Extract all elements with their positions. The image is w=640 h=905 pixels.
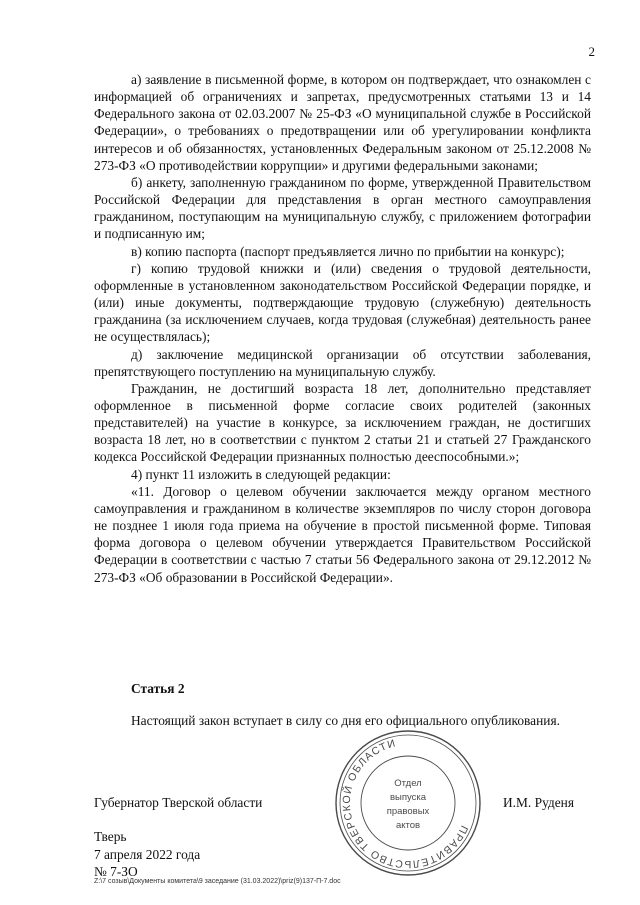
signoff-city: Тверь (94, 829, 127, 844)
signoff-block (94, 828, 200, 881)
document-body (94, 71, 591, 586)
paragraph-point-11: «11. Договор о целевом обучении заключается между органом местного самоуправления и гражданином в количестве экземпляров по числу сторон договора не позднее 1 июля года приема на обучение в простой письменной форме. Типовая форма договора о целевом обучении утверждается Правительством Российской Федерации в соответствии с частью 7 статьи 56 Федерального закона от 29.12.2012 № 273-ФЗ «Об образовании в Российской Федерации». (94, 483, 591, 585)
official-stamp (333, 728, 483, 878)
article-text: Настоящий закон вступает в силу со дня его официального опубликования. (131, 713, 560, 728)
stamp-line-1: Отдел (394, 778, 422, 789)
article-heading: Статья 2 (131, 681, 185, 696)
paragraph-b: б) анкету, заполненную гражданином по форме, утвержденной Правительством Российской Федерации для представления в орган местного самоуправления гражданином, поступающим на муниципальную службу, с приложением фотографии и подписанную им; (94, 174, 591, 242)
stamp-line-3: правовых (386, 806, 430, 817)
page-number: 2 (588, 44, 595, 59)
stamp-line-2: выпуска (389, 792, 427, 803)
signoff-law-number: № 7-ЗО (94, 864, 138, 879)
paragraph-v: в) копию паспорта (паспорт предъявляется лично по прибытии на конкурс); (131, 243, 565, 259)
stamp-ring-text: ПРАВИТЕЛЬСТВО ТВЕРСКОЙ ОБЛАСТИ (340, 737, 471, 871)
paragraph-d: д) заключение медицинской организации об отсутствии заболевания, препятствующего поступлению на муниципальную службу. (94, 346, 591, 379)
paragraph-g: г) копию трудовой книжки и (или) сведения о трудовой деятельности, оформленные в установленном законодательством Российской Федерации порядке, и (или) иные документы, подтверждающие трудовую (служебную) деятельность гражданина (за исключением случаев, когда трудовая (служебная) деятельность ранее не осуществлялась); (94, 260, 591, 345)
signoff-date: 7 апреля 2022 года (94, 846, 201, 862)
paragraph-minor-citizen: Гражданин, не достигший возраста 18 лет, дополнительно представляет оформленное в письменной форме согласие своих родителей (законных представителей) на участие в конкурсе, за исключением граждан, не достигших возраста 18 лет, но в соответствии с пунктом 2 статьи 21 и статьей 27 Гражданского кодекса Российской Федерации признанных полностью дееспособными.»; (94, 380, 591, 465)
footer-file-path: Z:\7 созыв\Документы комитета\9 заседание (31.03.2022)\priz(9)137-П-7.doc (94, 878, 341, 885)
signer-name: И.М. Руденя (503, 795, 574, 810)
paragraph-point-4: 4) пункт 11 изложить в следующей редакции: (131, 466, 391, 482)
stamp-line-4: актов (395, 820, 421, 831)
signer-title: Губернатор Тверской области (94, 795, 263, 810)
article-body (94, 712, 591, 729)
paragraph-a: а) заявление в письменной форме, в котором он подтверждает, что ознакомлен с информацией об ограничениях и запретах, предусмотренных статьями 13 и 14 Федерального закона от 02.03.2007 № 25-ФЗ «О муниципальной службе в Российской Федерации», о требованиях о предотвращении или об урегулировании конфликта интересов и об обязанностях, установленных Федеральным законом от 25.12.2008 № 273-ФЗ «О противодействии коррупции» и другими федеральными законами; (94, 72, 591, 173)
